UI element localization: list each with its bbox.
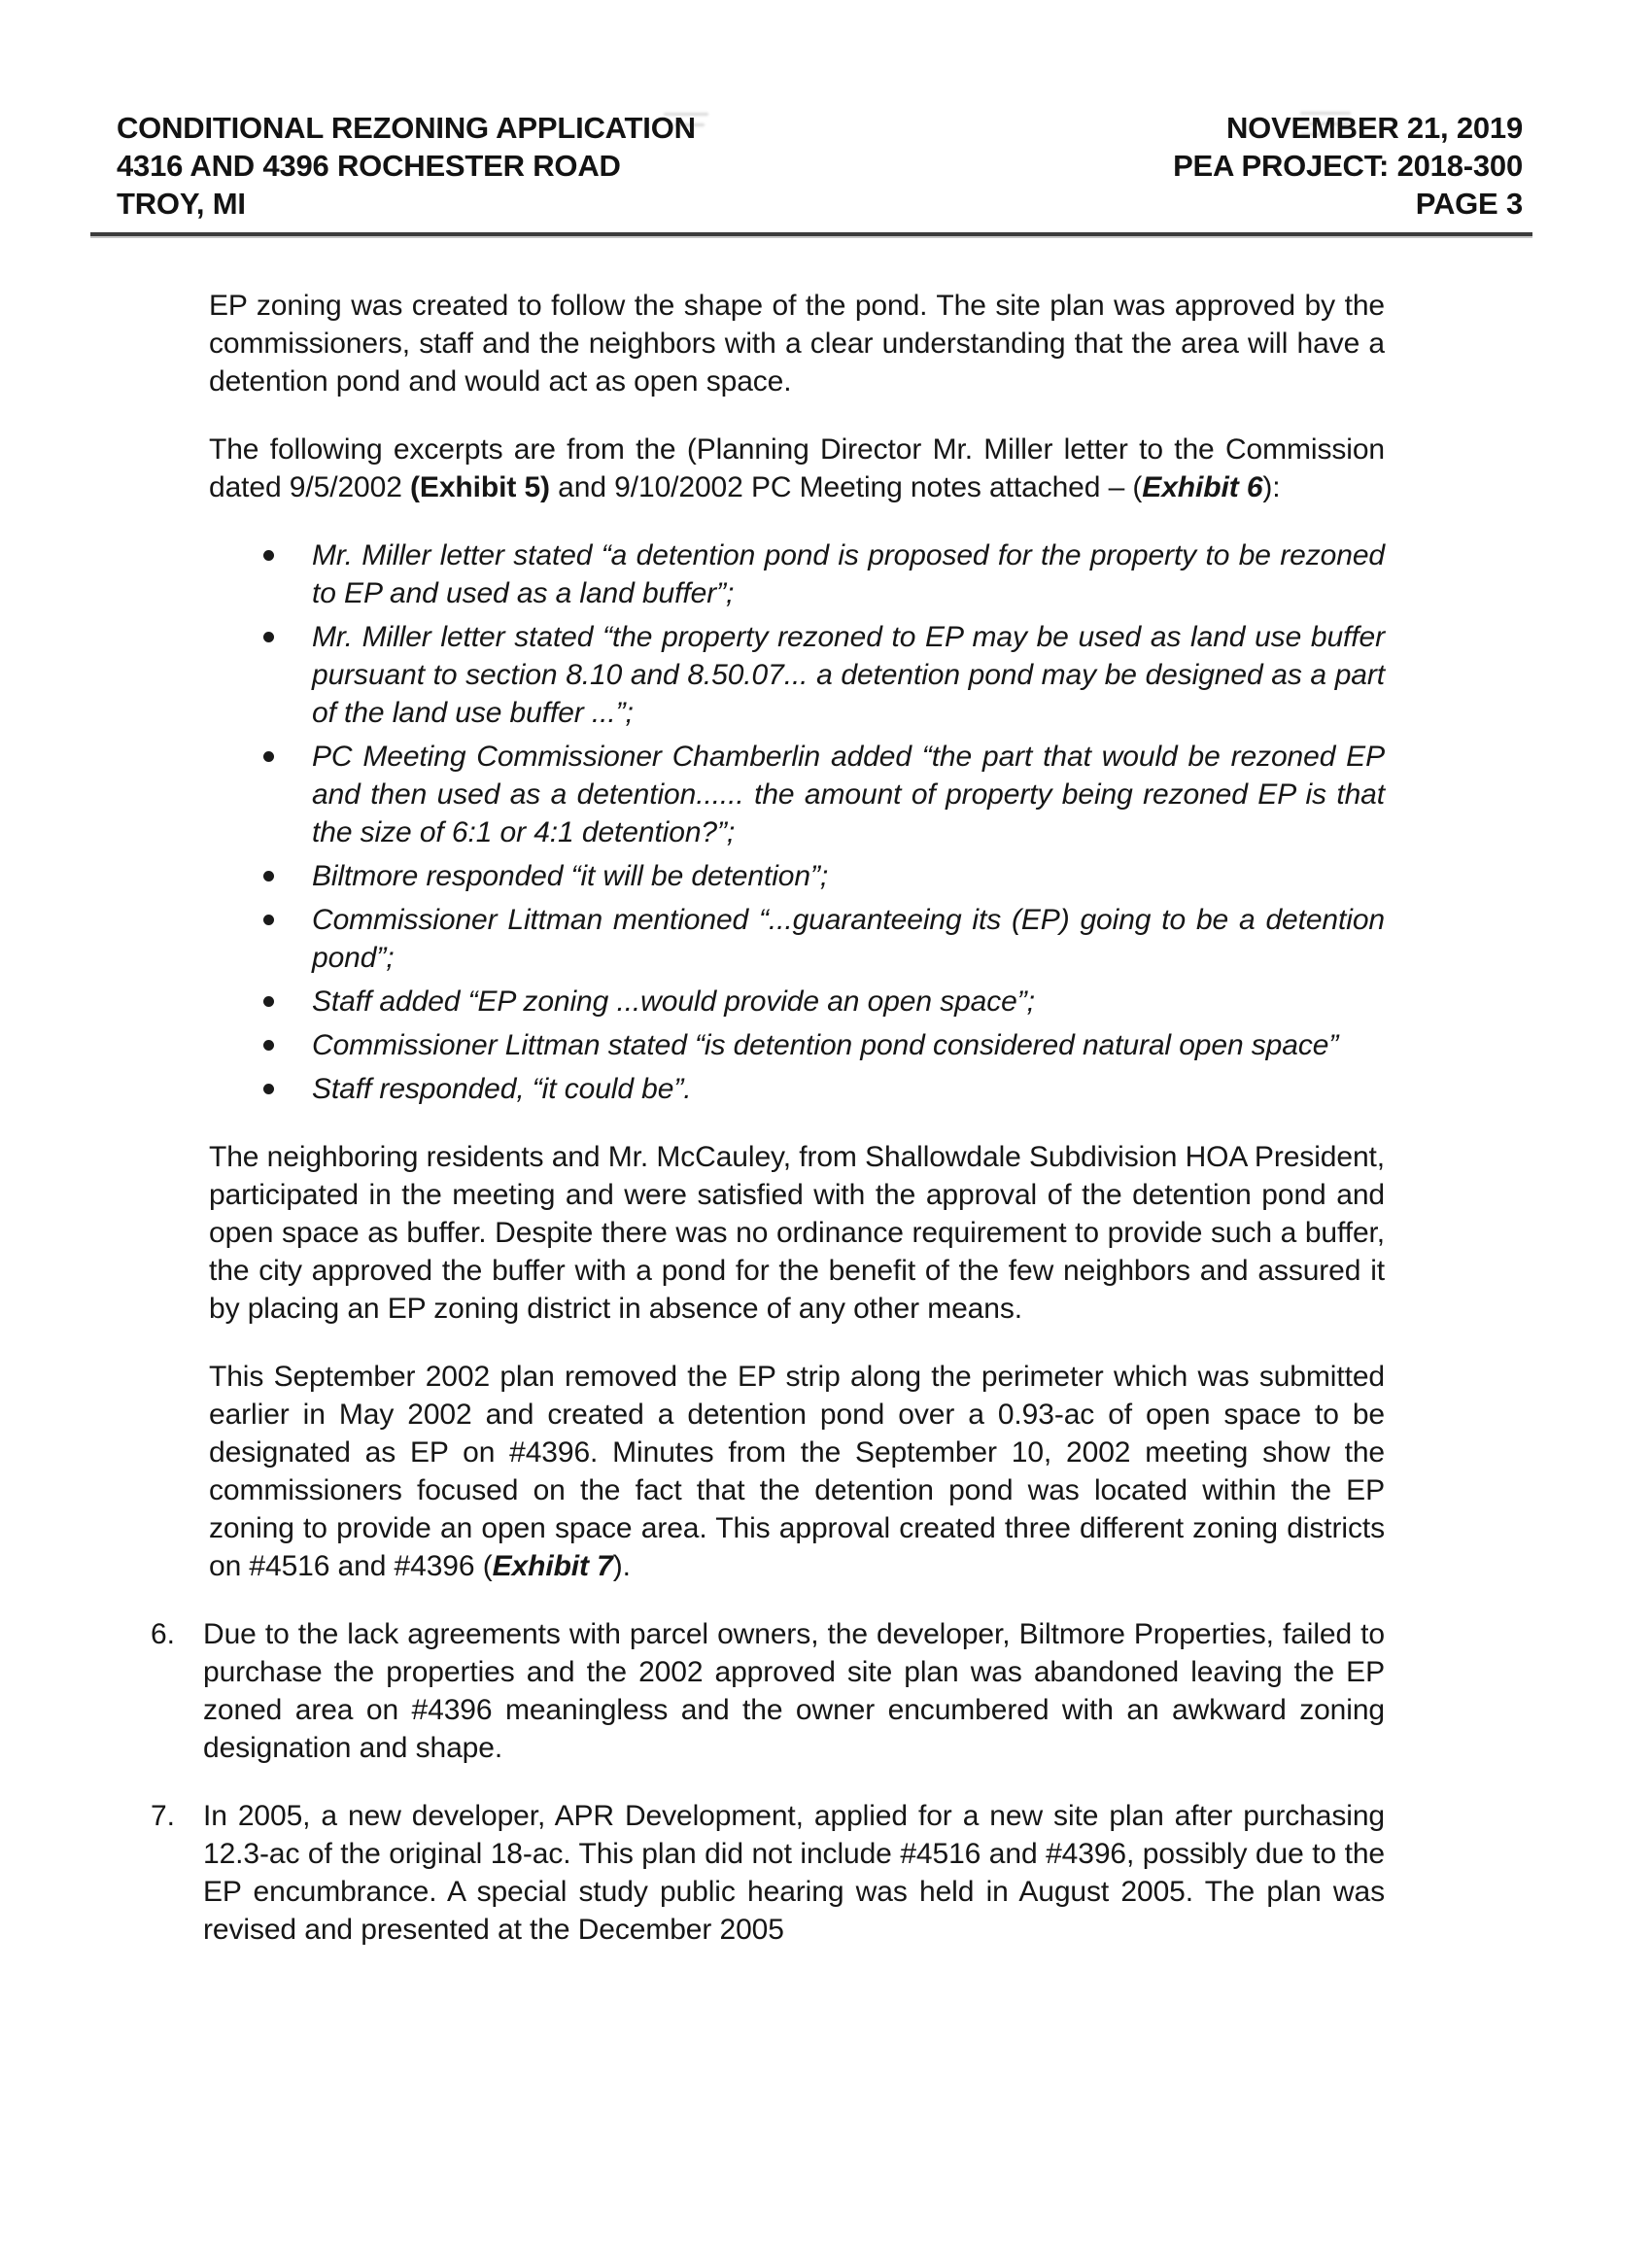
paragraph-excerpts-intro: The following excerpts are from the (Planning Director Mr. Miller letter to the Commission dated 9/5/2002 (Exhibit 5) and 9/10/2002 PC Meeting notes attached – (Exhibit 6):	[209, 433, 1385, 503]
item-number: 6.	[151, 1618, 175, 1650]
paragraph-ep-zoning-shape: EP zoning was created to follow the shape of the pond. The site plan was approved by the commissioners, staff and the neighbors with a clear understanding that the area will have a detention pond and would act as open space.	[209, 290, 1385, 398]
header-date: NOVEMBER 21, 2019	[1225, 111, 1523, 145]
bullet-littman-mentioned: Commissioner Littman mentioned “...guaranteeing its (EP) going to be a detention pond”;	[312, 901, 1385, 977]
numbered-item-6	[151, 1615, 1385, 1767]
item-text: In 2005, a new developer, APR Development, applied for a new site plan after purchasing 12.3-ac of the original 18-ac. This plan did not include #4516 and #4396, possibly due to the EP encumbrance. A special study public hearing was held in August 2005. The plan was revised and presented at the December 2005	[203, 1800, 1385, 1946]
bullet-littman-stated: Commissioner Littman stated “is detention pond considered natural open space”	[312, 1026, 1385, 1064]
bullet-staff-added: Staff added “EP zoning ...would provide an open space”;	[312, 983, 1385, 1020]
paragraph-neighboring-residents: The neighboring residents and Mr. McCauley, from Shallowdale Subdivision HOA President, participated in the meeting and were satisfied with the approval of the detention pond and open space as buffer. Despite there was no ordinance requirement to provide such a buffer, the city approved the buffer with a pond for the benefit of the few neighbors and assured it by placing an EP zoning district in absence of any other means.	[209, 1141, 1385, 1325]
paragraph-september-2002-plan: This September 2002 plan removed the EP strip along the perimeter which was submitted earlier in May 2002 and created a detention pond over a 0.93-ac of open space to be designated as EP on #4396. Minutes from the September 10, 2002 meeting show the commissioners focused on the fact that the detention pond was located within the EP zoning to provide an open space area. This approval created three different zoning districts on #4516 and #4396 (Exhibit 7).	[209, 1361, 1385, 1582]
excerpt-bullet-list	[209, 536, 1385, 1108]
bullet-biltmore-response: Biltmore responded “it will be detention”;	[312, 857, 1385, 895]
bullet-miller-letter-1: Mr. Miller letter stated “a detention pond is proposed for the property to be rezoned to EP and used as a land buffer”;	[312, 536, 1385, 612]
header-divider	[90, 232, 1532, 238]
bullet-miller-letter-2: Mr. Miller letter stated “the property rezoned to EP may be used as land use buffer pursuant to section 8.10 and 8.50.07... a detention pond may be designed as a part of the land use buffer ...”;	[312, 618, 1385, 732]
header-page-number: PAGE 3	[1415, 187, 1523, 221]
numbered-item-7	[151, 1797, 1385, 1949]
item-number: 7.	[151, 1800, 175, 1832]
header-left-block	[117, 109, 696, 223]
document-body	[151, 287, 1385, 1949]
header-right-block	[1173, 109, 1523, 223]
header-document-title: CONDITIONAL REZONING APPLICATION	[117, 111, 696, 145]
document-page	[0, 109, 1652, 2247]
bullet-staff-responded: Staff responded, “it could be”.	[312, 1070, 1385, 1108]
bullet-chamberlin: PC Meeting Commissioner Chamberlin added “the part that would be rezoned EP and then used as a detention...... the amount of property being rezoned EP is that the size of 6:1 or 4:1 detention?”;	[312, 738, 1385, 851]
header-city-state: TROY, MI	[117, 187, 246, 221]
page-header	[117, 109, 1523, 223]
header-property-address: 4316 AND 4396 ROCHESTER ROAD	[117, 149, 621, 183]
item-text: Due to the lack agreements with parcel owners, the developer, Biltmore Properties, failed to purchase the properties and the 2002 approved site plan was abandoned leaving the EP zoned area on #4396 meaningless and the owner encumbered with an awkward zoning designation and shape.	[203, 1618, 1385, 1764]
header-project-number: PEA PROJECT: 2018-300	[1173, 149, 1523, 183]
